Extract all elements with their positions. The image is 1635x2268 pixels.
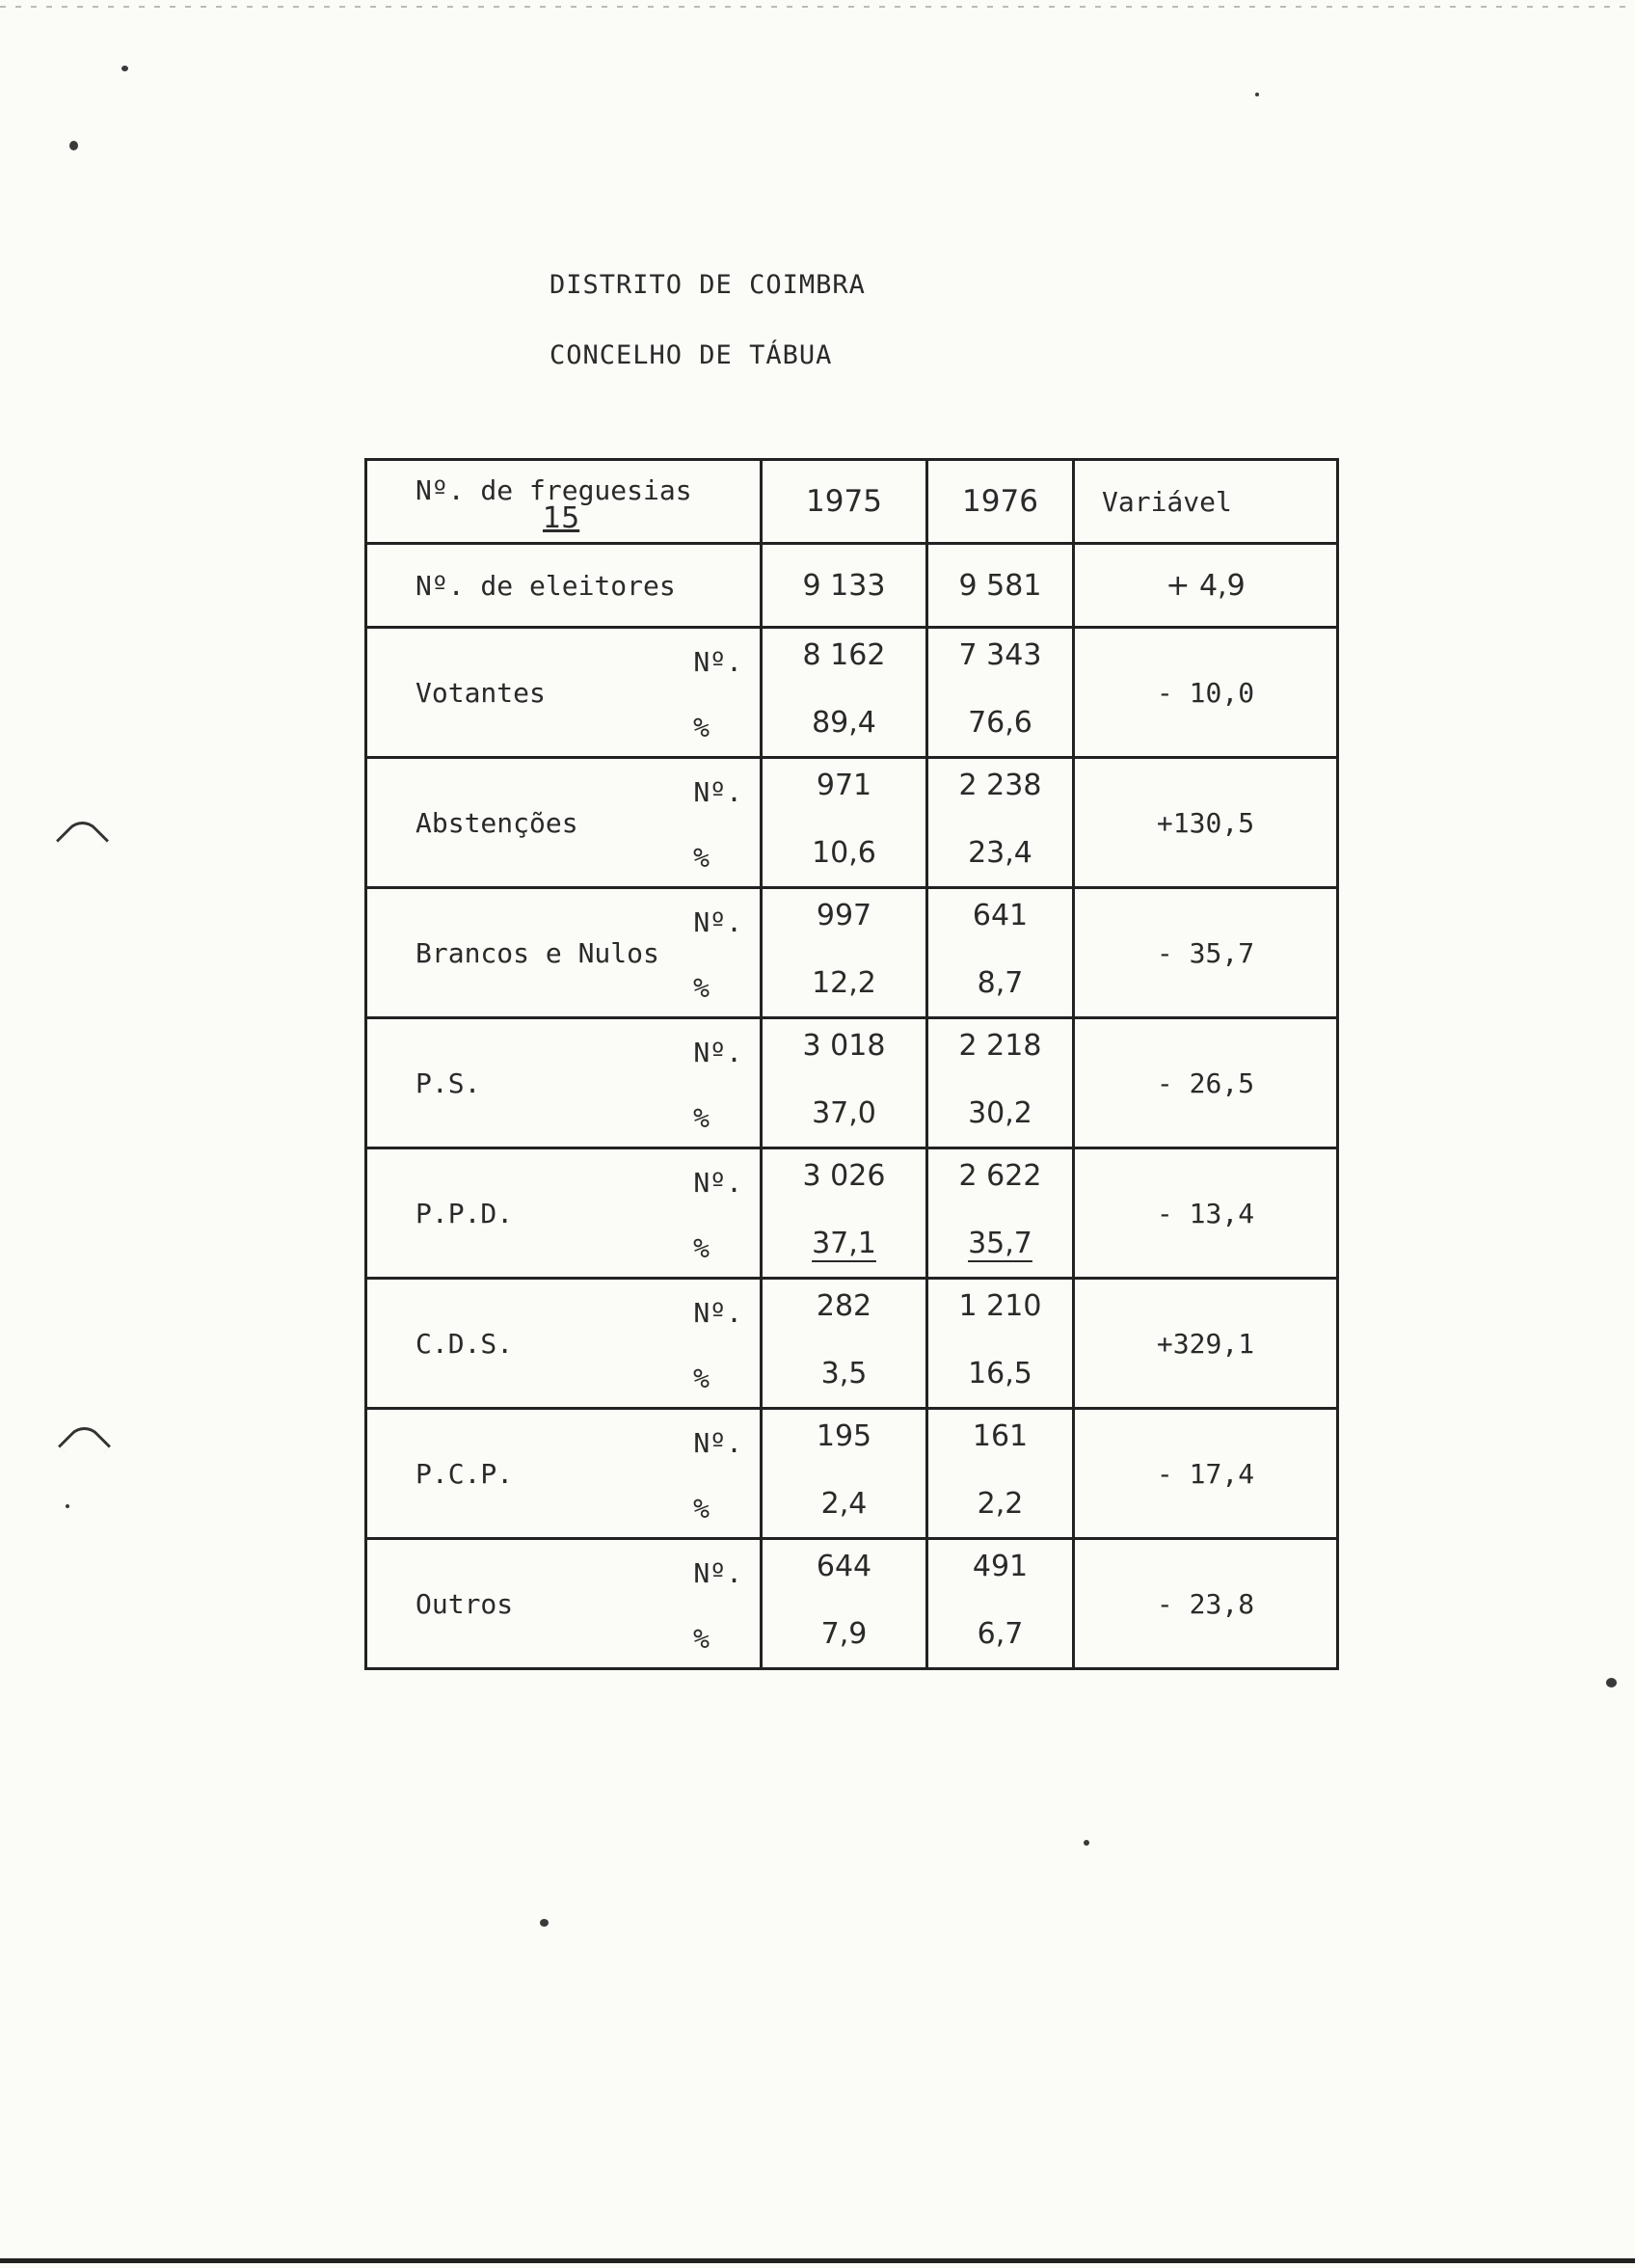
election-results-table — [364, 458, 1339, 1670]
value-1976-number: 2 238 — [958, 769, 1042, 802]
value-1975-number: 971 — [816, 769, 872, 802]
value-1976-percent: 35,7 — [968, 1227, 1032, 1260]
speck — [66, 1504, 69, 1508]
speck — [1255, 93, 1259, 96]
value-1975-percent: 37,0 — [812, 1096, 876, 1130]
value-1976-percent: 76,6 — [968, 706, 1032, 740]
parishes-cell — [366, 460, 762, 544]
value-1975-number: 3 026 — [802, 1159, 886, 1193]
value-1976-number: 7 343 — [958, 638, 1042, 672]
speck — [121, 66, 128, 71]
table-row — [366, 1409, 1338, 1539]
unit-percent: % — [693, 1493, 710, 1525]
value-1976-number: 2 622 — [958, 1159, 1042, 1193]
value-1975-number: 3 018 — [802, 1029, 886, 1063]
speck — [1606, 1678, 1617, 1688]
electors-variation: + 4,9 — [1074, 544, 1338, 628]
value-1976-number: 2 218 — [958, 1029, 1042, 1063]
unit-number: Nº. — [693, 776, 742, 808]
unit-number: Nº. — [693, 906, 742, 938]
table-row — [366, 888, 1338, 1018]
value-1976-number: 161 — [972, 1419, 1029, 1453]
value-1975-number: 644 — [816, 1550, 872, 1583]
value-1976-number: 641 — [972, 899, 1029, 932]
value-1976-percent: 30,2 — [968, 1096, 1032, 1130]
variation-value: - 35,7 — [1074, 888, 1338, 1018]
variation-value: - 26,5 — [1074, 1018, 1338, 1148]
unit-percent: % — [693, 1232, 710, 1264]
row-label: P.P.D. — [415, 1198, 514, 1229]
unit-percent: % — [693, 712, 710, 743]
header-row — [366, 460, 1338, 544]
parishes-count: 15 — [543, 501, 580, 535]
electors-1975: 9 133 — [762, 544, 927, 628]
unit-number: Nº. — [693, 1037, 742, 1068]
speck — [540, 1919, 549, 1927]
unit-percent: % — [693, 972, 710, 1004]
value-1975-number: 195 — [816, 1419, 872, 1453]
district-title: DISTRITO DE COIMBRA — [549, 270, 866, 300]
table-row — [366, 1539, 1338, 1669]
variation-value: - 13,4 — [1074, 1148, 1338, 1279]
value-1976-number: 491 — [972, 1550, 1029, 1583]
table-row — [366, 1148, 1338, 1279]
value-1975-percent: 37,1 — [812, 1227, 876, 1260]
unit-number: Nº. — [693, 1427, 742, 1459]
unit-number: Nº. — [693, 1557, 742, 1589]
variation-value: +329,1 — [1074, 1279, 1338, 1409]
punch-hole-mark — [58, 1419, 111, 1472]
municipality-title: CONCELHO DE TÁBUA — [549, 340, 833, 370]
variation-header: Variável — [1074, 460, 1338, 544]
unit-percent: % — [693, 1102, 710, 1134]
variation-value: - 10,0 — [1074, 628, 1338, 758]
punch-hole-mark — [56, 814, 109, 867]
value-1975-number: 997 — [816, 899, 872, 932]
value-1975-percent: 10,6 — [812, 836, 876, 870]
table-row — [366, 628, 1338, 758]
row-label: Outros — [415, 1588, 514, 1620]
row-label: Votantes — [415, 677, 546, 709]
table-row — [366, 544, 1338, 628]
value-1975-percent: 12,2 — [812, 966, 876, 1000]
year-1975-header: 1975 — [762, 460, 927, 544]
variation-value: - 23,8 — [1074, 1539, 1338, 1669]
unit-percent: % — [693, 1363, 710, 1394]
value-1975-percent: 2,4 — [820, 1487, 868, 1521]
row-label: C.D.S. — [415, 1328, 514, 1360]
value-1976-percent: 2,2 — [977, 1487, 1024, 1521]
row-label: P.S. — [415, 1067, 481, 1099]
unit-number: Nº. — [693, 1167, 742, 1199]
value-1975-percent: 7,9 — [820, 1617, 868, 1651]
unit-percent: % — [693, 842, 710, 874]
value-1976-number: 1 210 — [958, 1289, 1042, 1323]
unit-percent: % — [693, 1623, 710, 1655]
value-1975-number: 8 162 — [802, 638, 886, 672]
value-1975-number: 282 — [816, 1289, 872, 1323]
table-row — [366, 1279, 1338, 1409]
row-label: P.C.P. — [415, 1458, 514, 1490]
unit-number: Nº. — [693, 1297, 742, 1329]
year-1976-header: 1976 — [927, 460, 1074, 544]
speck — [1084, 1840, 1089, 1846]
table-row — [366, 758, 1338, 888]
value-1976-percent: 23,4 — [968, 836, 1032, 870]
scan-edge-rule — [0, 2258, 1635, 2263]
parishes-label: Nº. de freguesias — [415, 474, 692, 506]
electors-label: Nº. de eleitores — [366, 544, 762, 628]
value-1976-percent: 16,5 — [968, 1357, 1032, 1390]
table-row — [366, 1018, 1338, 1148]
value-1976-percent: 6,7 — [977, 1617, 1024, 1651]
scan-artifact-top — [0, 6, 1635, 8]
value-1976-percent: 8,7 — [977, 966, 1024, 1000]
row-label: Brancos e Nulos — [415, 937, 659, 969]
value-1975-percent: 89,4 — [812, 706, 876, 740]
variation-value: - 17,4 — [1074, 1409, 1338, 1539]
speck — [69, 141, 78, 150]
value-1975-percent: 3,5 — [820, 1357, 868, 1390]
row-label: Abstenções — [415, 807, 578, 839]
variation-value: +130,5 — [1074, 758, 1338, 888]
unit-number: Nº. — [693, 646, 742, 678]
electors-1976: 9 581 — [927, 544, 1074, 628]
